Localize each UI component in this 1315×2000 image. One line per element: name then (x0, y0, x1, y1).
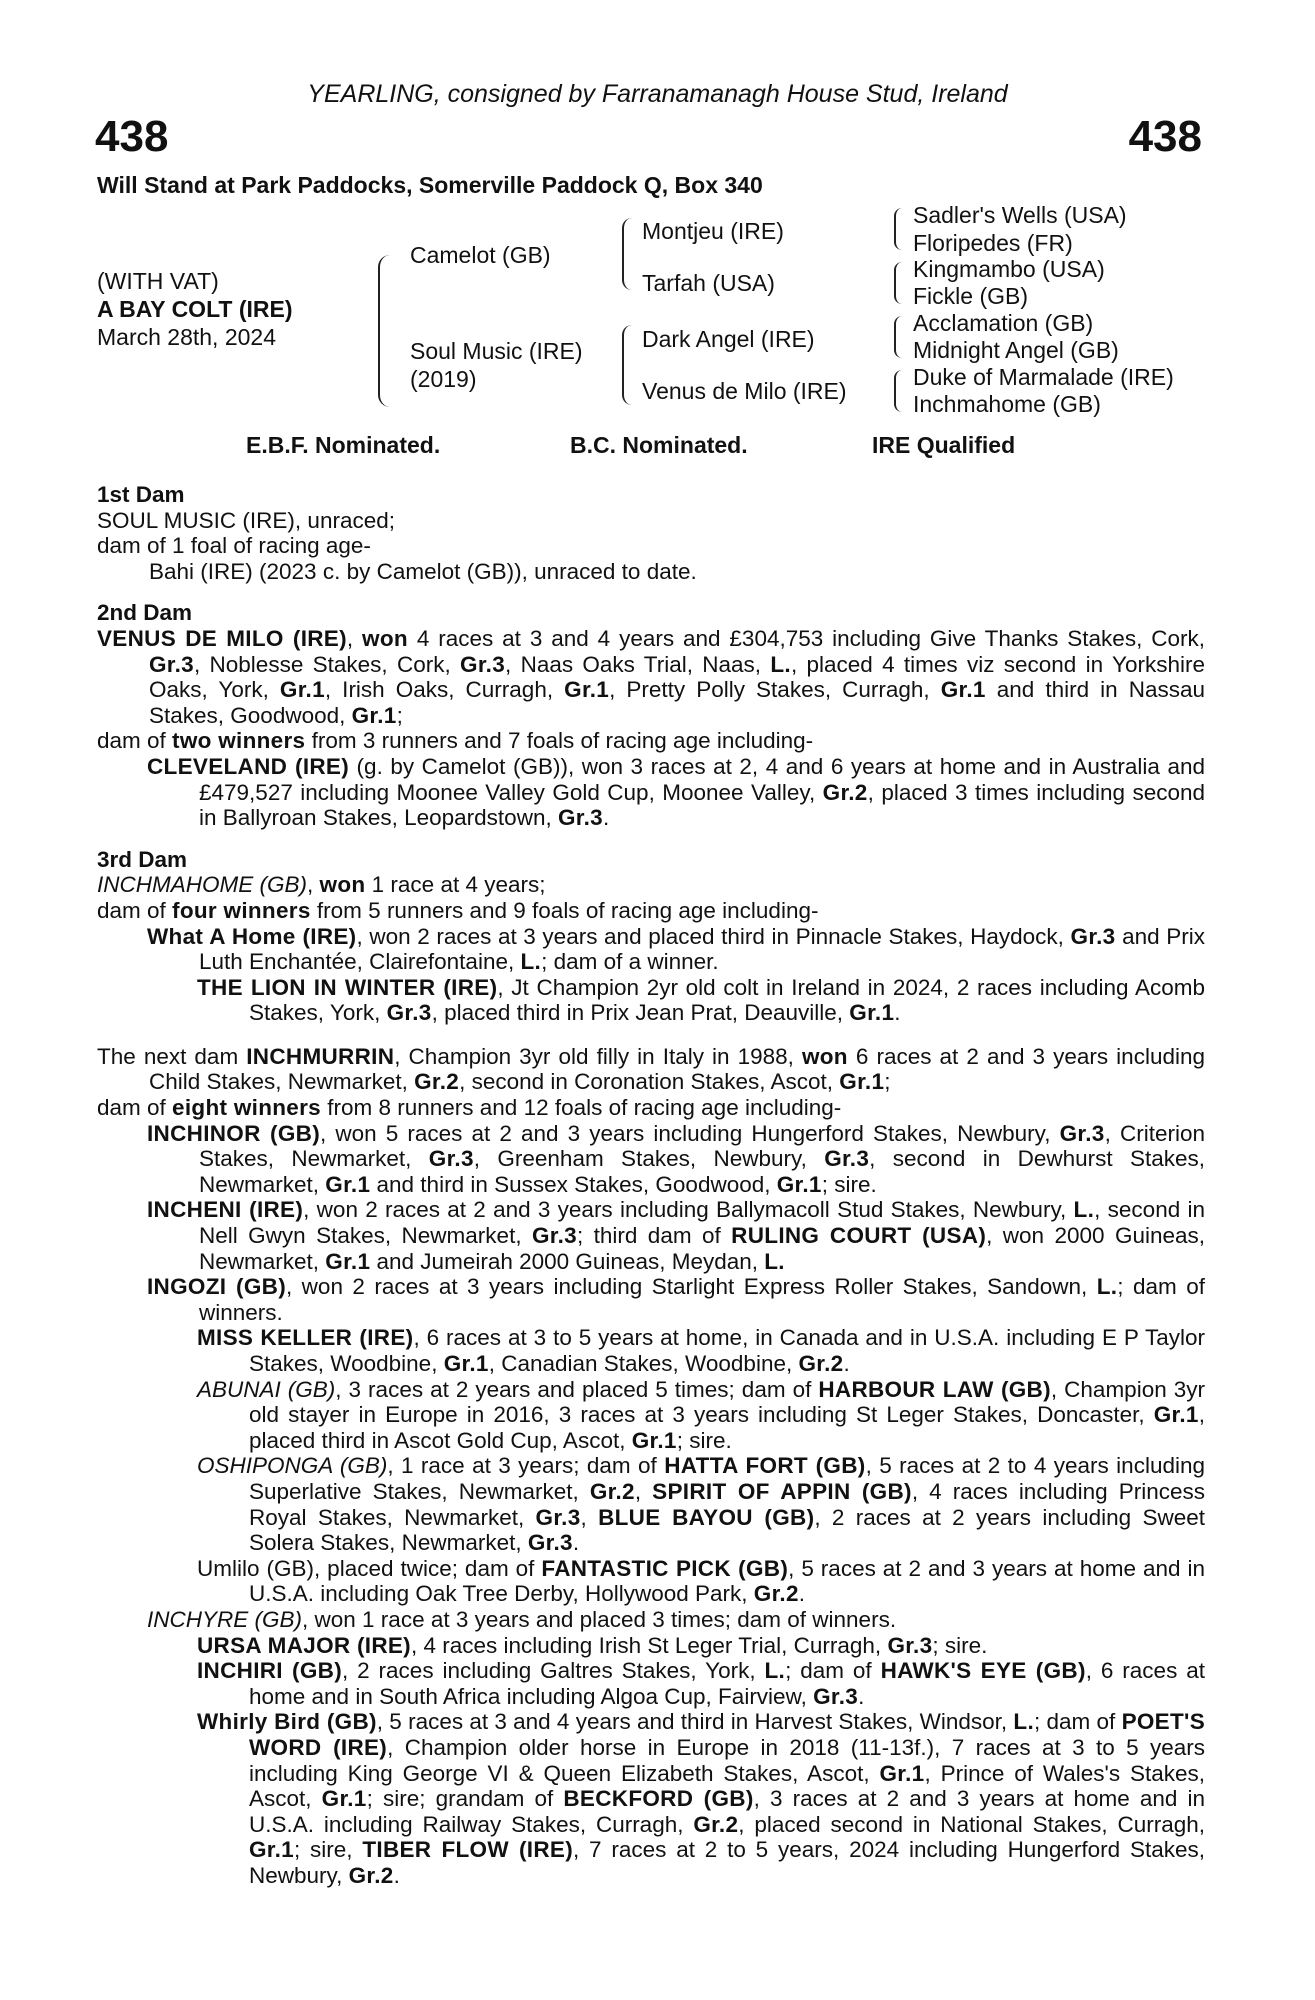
dam-year: (2019) (410, 366, 477, 392)
gp-7: Duke of Marmalade (IRE) (913, 364, 1174, 390)
entry-inchyre: INCHYRE (GB), won 1 race at 3 years and placed 3 times; dam of winners. (147, 1606, 897, 1632)
gp-1: Sadler's Wells (USA) (913, 202, 1127, 228)
entry-incheni: INCHENI (IRE), won 2 races at 2 and 3 years including Ballymacoll Stud Stakes, Newbury, L., second in Nell Gwyn Stakes, Newmarket, Gr.3; third dam of RULING COURT (USA), won 2000 Guineas, Newmarket, Gr.1 and Jumeirah 2000 Guineas, Meydan, L. (147, 1197, 1205, 1274)
lot-number-right: 438 (1128, 112, 1202, 161)
entry-oshiponga: OSHIPONGA (GB), 1 race at 3 years; dam of HATTA FORT (GB), 5 races at 2 to 4 years including Superlative Stakes, Newmarket, Gr.2, SPIRIT OF APPIN (GB), 4 races including Princess Royal Stakes, Newmarket, Gr.3, BLUE BAYOU (GB), 2 races at 2 years including Sweet Solera Stakes, Newmarket, Gr.3. (197, 1453, 1205, 1556)
second-dam-produce: dam of two winners from 3 runners and 7 foals of racing age including- (97, 728, 814, 754)
ebf-nomination: E.B.F. Nominated. (246, 432, 441, 458)
main-brace (378, 255, 390, 407)
sire-dam: Tarfah (USA) (642, 270, 775, 296)
stand-location: Will Stand at Park Paddocks, Somerville Paddock Q, Box 340 (97, 172, 763, 198)
gp-6: Midnight Angel (GB) (913, 337, 1119, 363)
entry-lion-in-winter: THE LION IN WINTER (IRE), Jt Champion 2yr old colt in Ireland in 2024, 2 races including Acomb Stakes, York, Gr.3, placed third in Prix Jean Prat, Deauville, Gr.1. (197, 974, 1205, 1026)
dam-name: Soul Music (IRE) (410, 338, 583, 364)
first-dam-foal: Bahi (IRE) (2023 c. by Camelot (GB)), unraced to date. (149, 558, 697, 584)
second-dam-record: VENUS DE MILO (IRE), won 4 races at 3 and 4 years and £304,753 including Give Thanks Stakes, Cork, Gr.3, Noblesse Stakes, Cork, Gr.3, Naas Oaks Trial, Naas, L., placed 4 times viz second in Yorkshire Oaks, York, Gr.1, Irish Oaks, Curragh, Gr.1, Pretty Polly Stakes, Curragh, Gr.1 and third in Nassau Stakes, Goodwood, Gr.1; (97, 625, 1205, 728)
first-dam-line: SOUL MUSIC (IRE), unraced; (97, 507, 395, 533)
entry-abunai: ABUNAI (GB), 3 races at 2 years and placed 5 times; dam of HARBOUR LAW (GB), Champion 3yr old stayer in Europe in 2016, 3 races at 3 years including St Leger Stakes, Doncaster, Gr.1, placed third in Ascot Gold Cup, Ascot, Gr.1; sire. (197, 1376, 1205, 1453)
third-dam-record: INCHMAHOME (GB), won 1 race at 4 years; (97, 872, 546, 898)
sire-sire: Montjeu (IRE) (642, 218, 784, 244)
gp-5: Acclamation (GB) (913, 310, 1094, 336)
entry-what-a-home: What A Home (IRE), won 2 races at 3 years and placed third in Pinnacle Stakes, Haydock, Gr.3 and Prix Luth Enchantée, Clairefontaine, L.; dam of a winner. (147, 923, 1205, 975)
gp-4: Fickle (GB) (913, 283, 1028, 309)
sire-name: Camelot (GB) (410, 242, 551, 268)
dam-brace (622, 325, 632, 405)
entry-inchinor: INCHINOR (GB), won 5 races at 2 and 3 years including Hungerford Stakes, Newbury, Gr.3, Criterion Stakes, Newmarket, Gr.3, Greenham Stakes, Newbury, Gr.3, second in Dewhurst Stakes, Newmarket, Gr.1 and third in Sussex Stakes, Goodwood, Gr.1; sire. (147, 1120, 1205, 1197)
entry-inchiri: INCHIRI (GB), 2 races including Galtres Stakes, York, L.; dam of HAWK'S EYE (GB), 6 races at home and in South Africa including Algoa Cup, Fairview, Gr.3. (197, 1658, 1205, 1709)
gp-2: Floripedes (FR) (913, 230, 1073, 256)
vat-note: (WITH VAT) (97, 268, 219, 294)
sire-brace (622, 218, 632, 290)
ire-qualified: IRE Qualified (872, 432, 1016, 458)
dam-dam: Venus de Milo (IRE) (642, 378, 847, 404)
catalogue-body (97, 482, 1205, 1888)
third-dam-produce: dam of four winners from 5 runners and 9 foals of racing age including- (97, 897, 819, 923)
next-dam-record: The next dam INCHMURRIN, Champion 3yr old filly in Italy in 1988, won 6 races at 2 and 3 years including Child Stakes, Newmarket, Gr.2, second in Coronation Stakes, Ascot, Gr.1; (97, 1043, 1205, 1095)
foaling-date: March 28th, 2024 (97, 324, 277, 350)
first-dam-heading: 1st Dam (97, 482, 185, 507)
entry-ingozi: INGOZI (GB), won 2 races at 3 years including Starlight Express Roller Stakes, Sandown, L.; dam of winners. (147, 1274, 1205, 1325)
dam-sire: Dark Angel (IRE) (642, 326, 815, 352)
g-brace-3 (894, 316, 902, 358)
first-dam-produce: dam of 1 foal of racing age- (97, 533, 371, 559)
third-dam-heading: 3rd Dam (97, 846, 188, 872)
next-dam-produce: dam of eight winners from 8 runners and 12 foals of racing age including- (97, 1095, 842, 1121)
lot-number-left: 438 (95, 112, 169, 161)
bc-nomination: B.C. Nominated. (570, 432, 748, 458)
entry-whirly-bird: Whirly Bird (GB), 5 races at 3 and 4 years and third in Harvest Stakes, Windsor, L.; dam of POET'S WORD (IRE), Champion older horse in Europe in 2018 (11-13f.), 7 races at 3 to 5 years including King George VI & Queen Elizabeth Stakes, Ascot, Gr.1, Prince of Wales's Stakes, Ascot, Gr.1; sire; grandam of BECKFORD (GB), 3 races at 2 and 3 years at home and in U.S.A. including Railway Stakes, Curragh, Gr.2, placed second in National Stakes, Curragh, Gr.1; sire, TIBER FLOW (IRE), 7 races at 2 to 5 years, 2024 including Hungerford Stakes, Newbury, Gr.2. (197, 1709, 1206, 1888)
g-brace-2 (894, 262, 902, 304)
catalogue-subtitle: YEARLING, consigned by Farranamanagh House Stud, Ireland (307, 80, 1008, 108)
entry-ursa-major: URSA MAJOR (IRE), 4 races including Irish St Leger Trial, Curragh, Gr.3; sire. (197, 1632, 988, 1658)
second-dam-heading: 2nd Dam (97, 600, 193, 626)
gp-8: Inchmahome (GB) (913, 391, 1101, 417)
horse-name: A BAY COLT (IRE) (97, 296, 293, 322)
entry-umlilo: Umlilo (GB), placed twice; dam of FANTASTIC PICK (GB), 5 races at 2 and 3 years at home and in U.S.A. including Oak Tree Derby, Hollywood Park, Gr.2. (197, 1555, 1205, 1607)
entry-miss-keller: MISS KELLER (IRE), 6 races at 3 to 5 years at home, in Canada and in U.S.A. including E P Taylor Stakes, Woodbine, Gr.1, Canadian Stakes, Woodbine, Gr.2. (197, 1325, 1205, 1376)
g-brace-1 (894, 208, 902, 250)
g-brace-4 (894, 370, 902, 412)
entry-cleveland: CLEVELAND (IRE) (g. by Camelot (GB)), won 3 races at 2, 4 and 6 years at home and in Australia and £479,527 including Moonee Valley Gold Cup, Moonee Valley, Gr.2, placed 3 times including second in Ballyroan Stakes, Leopardstown, Gr.3. (147, 753, 1205, 831)
gp-3: Kingmambo (USA) (913, 256, 1105, 282)
